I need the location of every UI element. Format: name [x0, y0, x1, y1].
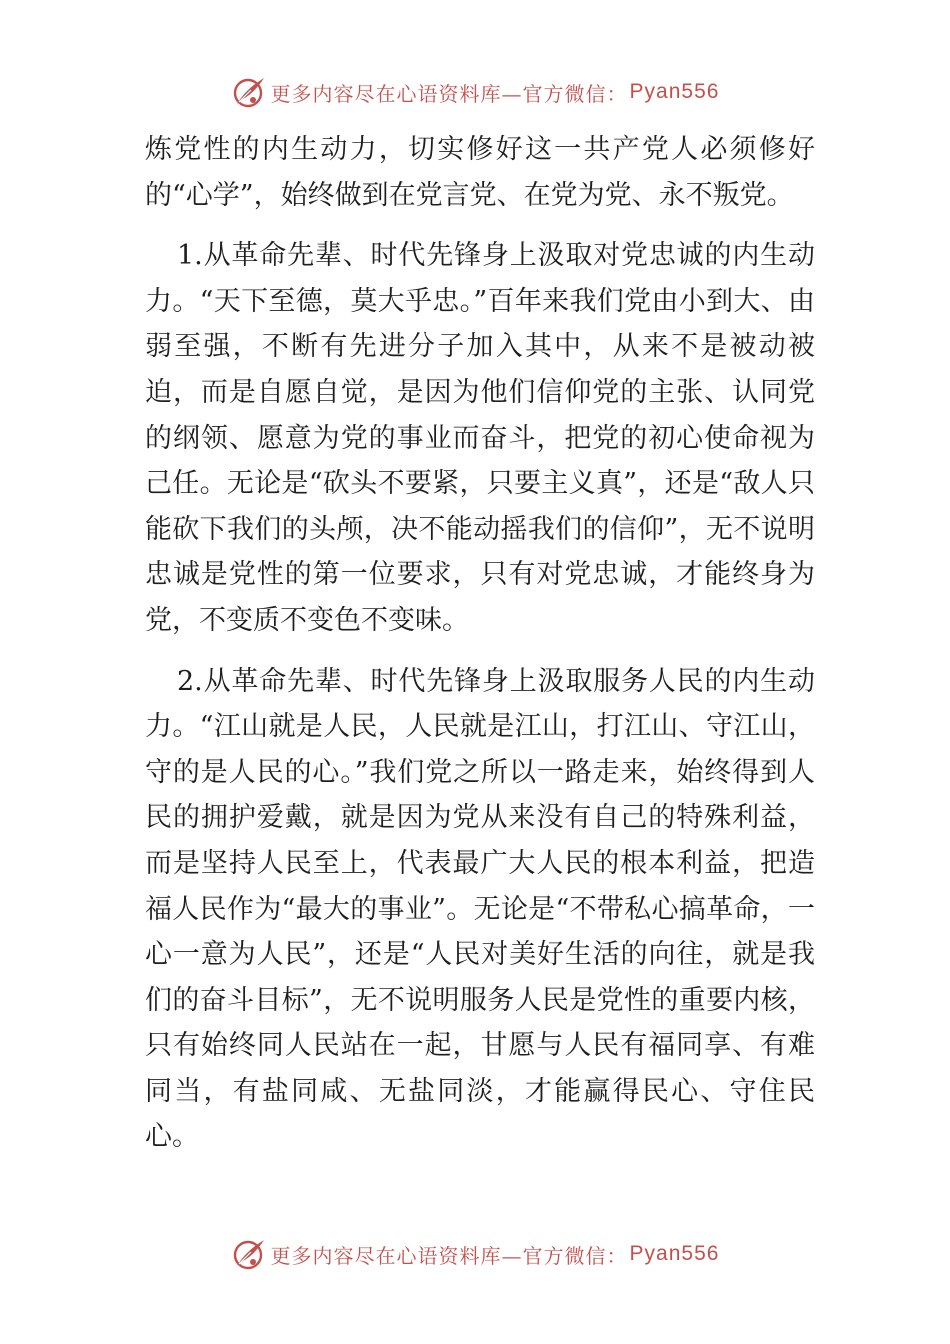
paragraph-loyalty: 1.从革命先辈、时代先锋身上汲取对党忠诚的内生动力。“天下至德，莫大乎忠。”百年来我们党由小到大、由弱至强，不断有先进分子加入其中，从来不是被动被迫，而是自愿自觉，是因为他们信仰党的主张、认同党的纲领、愿意为党的事业而奋斗，把党的初心使命视为己任。无论是“砍头不要紧，只要主义真”，还是“敌人只能砍下我们的头颅，决不能动摇我们的信仰”，无不说明忠诚是党性的第一位要求，只有对党忠诚，才能终身为党，不变质不变色不变味。 [145, 240, 815, 636]
watermark-text: 更多内容尽在心语资料库—官方微信： [270, 1243, 628, 1268]
watermark-wechat-id: Pyan556 [629, 1242, 720, 1265]
paragraph-continuation: 炼党性的内生动力，切实修好这一共产党人必须修好的“心学”，始终做到在党言党、在党为党、永不叛党。 [145, 134, 815, 211]
watermark-wechat-id: Pyan556 [629, 80, 720, 103]
document-body [145, 127, 815, 1160]
watermark-text: 更多内容尽在心语资料库—官方微信： [270, 81, 628, 106]
quill-logo-icon [231, 74, 267, 110]
quill-logo-icon [231, 1236, 267, 1272]
footer-watermark [0, 1234, 950, 1274]
paragraph-serve-people: 2.从革命先辈、时代先锋身上汲取服务人民的内生动力。“江山就是人民，人民就是江山，打江山、守江山，守的是人民的心。”我们党之所以一路走来，始终得到人民的拥护爱戴，就是因为党从来没有自己的特殊利益，而是坚持人民至上，代表最广大人民的根本利益，把造福人民作为“最大的事业”。无论是“不带私心搞革命，一心一意为人民”，还是“人民对美好生活的向往，就是我们的奋斗目标”，无不说明服务人民是党性的重要内核，只有始终同人民站在一起，甘愿与人民有福同享、有难同当，有盐同咸、无盐同淡，才能赢得民心、守住民心。 [145, 665, 815, 1153]
header-watermark [0, 72, 950, 112]
